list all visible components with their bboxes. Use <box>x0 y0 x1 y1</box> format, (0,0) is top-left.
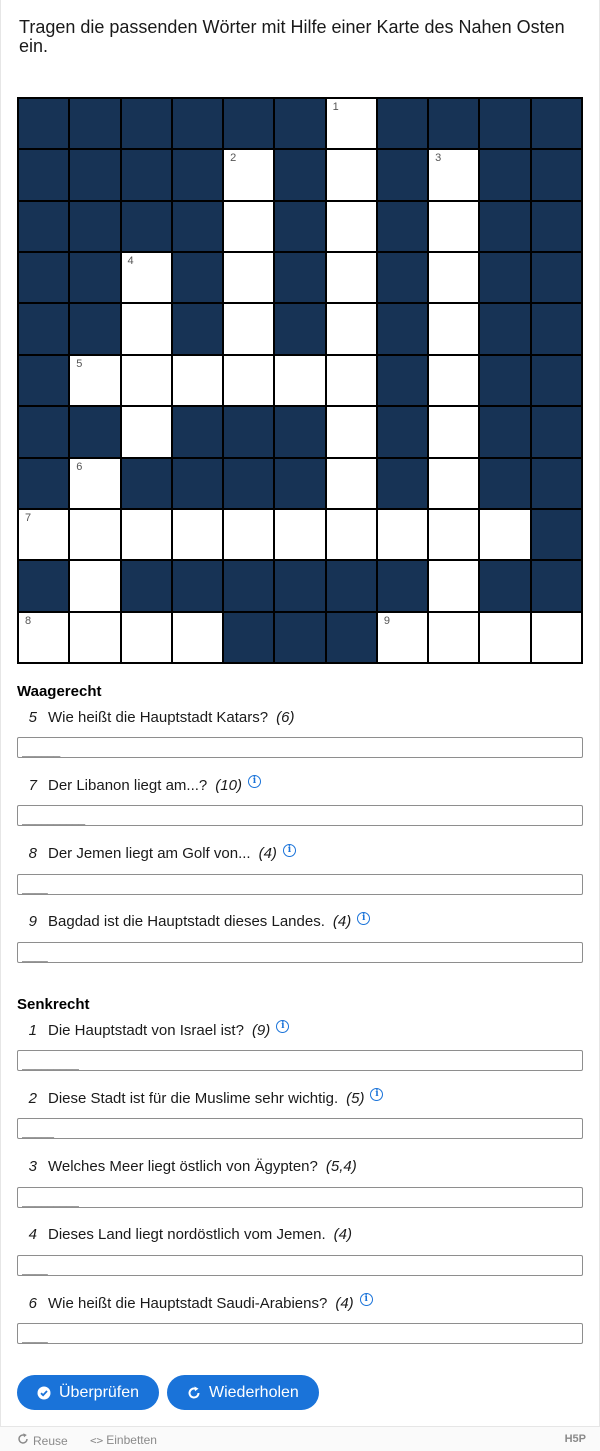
clue-text: Der Jemen liegt am Golf von... <box>48 845 251 863</box>
grid-cell-blocked <box>18 355 69 406</box>
grid-cell-blocked <box>69 406 120 457</box>
grid-cell-blocked <box>479 458 530 509</box>
grid-cell-blocked <box>531 303 582 354</box>
grid-cell-blocked <box>326 560 377 611</box>
grid-cell-blocked <box>531 149 582 200</box>
grid-cell[interactable] <box>479 509 530 560</box>
clue-across-9 <box>17 912 583 963</box>
grid-cell[interactable] <box>428 303 479 354</box>
grid-cell-blocked <box>172 303 223 354</box>
grid-cell[interactable] <box>326 98 377 149</box>
grid-cell[interactable] <box>428 458 479 509</box>
grid-cell-blocked <box>172 406 223 457</box>
grid-cell-blocked <box>377 406 428 457</box>
grid-cell-blocked <box>274 98 325 149</box>
h5p-footer <box>0 1426 600 1451</box>
grid-cell[interactable] <box>223 201 274 252</box>
grid-cell-blocked <box>479 98 530 149</box>
retry-button[interactable] <box>167 1375 319 1410</box>
clue-text: Diese Stadt ist für die Muslime sehr wichtig. <box>48 1089 339 1107</box>
grid-cell-blocked <box>377 149 428 200</box>
clue-answer-input[interactable]: ____ <box>17 942 583 963</box>
grid-cell[interactable] <box>121 509 172 560</box>
grid-cell-blocked <box>172 458 223 509</box>
clue-header <box>17 1020 583 1040</box>
clue-number: 8 <box>25 614 32 627</box>
grid-cell-blocked <box>274 612 325 663</box>
grid-cell[interactable] <box>223 303 274 354</box>
grid-cell-blocked <box>479 560 530 611</box>
clue-answer-input[interactable]: ____ <box>17 1255 583 1276</box>
grid-cell-blocked <box>69 201 120 252</box>
clue-length: (5,4) <box>325 1158 357 1176</box>
grid-cell[interactable] <box>274 355 325 406</box>
clue-down-2 <box>17 1088 583 1139</box>
grid-cell[interactable] <box>428 509 479 560</box>
grid-cell-blocked <box>531 355 582 406</box>
grid-cell[interactable] <box>428 355 479 406</box>
clue-length: (4) <box>335 1294 354 1312</box>
clue-number: 3 <box>435 152 442 165</box>
grid-cell-blocked <box>479 201 530 252</box>
clue-across-7 <box>17 775 583 826</box>
clue-length: (5) <box>346 1089 365 1107</box>
clue-index: 5 <box>28 708 37 726</box>
grid-cell[interactable] <box>428 149 479 200</box>
grid-cell[interactable] <box>223 252 274 303</box>
clue-number: 5 <box>76 357 83 370</box>
grid-cell-blocked <box>18 252 69 303</box>
grid-cell[interactable] <box>428 406 479 457</box>
grid-cell[interactable] <box>326 252 377 303</box>
grid-cell[interactable] <box>223 149 274 200</box>
grid-cell-blocked <box>172 201 223 252</box>
grid-cell[interactable] <box>428 612 479 663</box>
grid-cell[interactable] <box>121 406 172 457</box>
grid-cell[interactable] <box>223 509 274 560</box>
grid-cell[interactable] <box>479 612 530 663</box>
info-icon[interactable]: i <box>276 1020 289 1033</box>
grid-cell[interactable] <box>172 355 223 406</box>
section-title-down: Senkrecht <box>17 996 90 1013</box>
grid-cell-blocked <box>531 509 582 560</box>
check-button[interactable] <box>17 1375 159 1410</box>
grid-cell-blocked <box>121 201 172 252</box>
grid-cell-blocked <box>223 560 274 611</box>
grid-cell-blocked <box>274 149 325 200</box>
grid-cell[interactable] <box>326 406 377 457</box>
grid-cell[interactable] <box>326 509 377 560</box>
grid-cell-blocked <box>172 149 223 200</box>
grid-cell-blocked <box>69 303 120 354</box>
grid-cell[interactable] <box>172 612 223 663</box>
grid-cell-blocked <box>69 149 120 200</box>
clue-index: 4 <box>28 1226 37 1244</box>
grid-cell[interactable] <box>121 355 172 406</box>
clue-down-1 <box>17 1020 583 1071</box>
grid-cell[interactable] <box>377 509 428 560</box>
grid-cell-blocked <box>377 560 428 611</box>
clue-text: Der Libanon liegt am...? <box>48 776 208 794</box>
clue-length: (4) <box>332 913 352 931</box>
clue-number: 4 <box>127 255 134 268</box>
grid-cell[interactable] <box>326 149 377 200</box>
clue-number: 2 <box>230 152 237 165</box>
clue-text: Die Hauptstadt von Israel ist? <box>48 1021 244 1039</box>
crossword-grid <box>17 97 583 664</box>
grid-cell[interactable] <box>18 509 69 560</box>
grid-cell-blocked <box>223 458 274 509</box>
clue-index: 8 <box>28 845 37 863</box>
clue-index: 2 <box>28 1089 37 1107</box>
info-icon[interactable]: i <box>357 912 370 925</box>
grid-cell-blocked <box>479 252 530 303</box>
retry-button-label: Wiederholen <box>209 1383 299 1401</box>
grid-cell-blocked <box>531 98 582 149</box>
clue-header <box>17 775 583 795</box>
clue-answer-input[interactable]: ____ <box>17 1323 583 1344</box>
clue-length: (4) <box>333 1226 352 1244</box>
clue-header <box>17 707 583 727</box>
clue-length: (10) <box>215 776 242 794</box>
grid-cell-blocked <box>377 303 428 354</box>
grid-cell-blocked <box>18 560 69 611</box>
grid-cell[interactable] <box>69 355 120 406</box>
grid-cell[interactable] <box>69 612 120 663</box>
grid-cell-blocked <box>172 98 223 149</box>
grid-cell[interactable] <box>428 252 479 303</box>
clue-down-6 <box>17 1293 583 1344</box>
clue-across-5 <box>17 707 583 758</box>
grid-cell-blocked <box>274 303 325 354</box>
grid-cell-blocked <box>531 560 582 611</box>
clue-number: 9 <box>383 614 391 627</box>
grid-cell[interactable] <box>326 355 377 406</box>
clue-text: Wie heißt die Hauptstadt Saudi-Arabiens? <box>48 1294 328 1312</box>
grid-cell-blocked <box>18 201 69 252</box>
clue-answer-input[interactable]: ______ <box>17 737 583 758</box>
grid-cell-blocked <box>274 458 325 509</box>
grid-cell-blocked <box>121 149 172 200</box>
grid-cell-blocked <box>274 560 325 611</box>
embed-link[interactable] <box>90 1433 157 1447</box>
grid-cell[interactable] <box>121 612 172 663</box>
grid-cell[interactable] <box>531 612 582 663</box>
clue-length: (6) <box>276 708 295 726</box>
info-icon[interactable]: i <box>370 1088 383 1101</box>
grid-cell-blocked <box>172 560 223 611</box>
grid-cell-blocked <box>223 98 274 149</box>
grid-cell[interactable] <box>69 509 120 560</box>
clue-down-3 <box>17 1157 583 1208</box>
clue-number: 6 <box>76 460 83 473</box>
clue-text: Bagdad ist die Hauptstadt dieses Landes. <box>48 913 325 931</box>
info-icon[interactable]: i <box>283 844 296 857</box>
clue-index: 6 <box>28 1294 37 1312</box>
clue-header <box>17 1293 583 1313</box>
reuse-icon <box>17 1433 29 1448</box>
check-button-label: Überprüfen <box>59 1383 140 1401</box>
grid-cell-blocked <box>18 149 69 200</box>
grid-cell[interactable] <box>428 201 479 252</box>
grid-cell-blocked <box>531 201 582 252</box>
grid-cell-blocked <box>326 612 377 663</box>
reuse-label: Reuse <box>33 1433 68 1448</box>
clue-across-8 <box>17 844 583 895</box>
grid-cell-blocked <box>479 149 530 200</box>
clue-length: (9) <box>251 1021 271 1039</box>
grid-cell-blocked <box>274 406 325 457</box>
code-icon: <> <box>90 1433 104 1447</box>
clue-number: 7 <box>25 511 32 524</box>
clue-answer-input[interactable]: _____ <box>17 1118 583 1139</box>
grid-cell[interactable] <box>428 560 479 611</box>
clue-answer-input[interactable]: _________ <box>17 1050 583 1071</box>
grid-cell[interactable] <box>377 612 428 663</box>
clue-answer-input[interactable]: _________ <box>17 1187 583 1208</box>
grid-cell-blocked <box>69 98 120 149</box>
clue-header <box>17 1088 583 1108</box>
grid-cell[interactable] <box>274 509 325 560</box>
grid-cell-blocked <box>377 252 428 303</box>
grid-cell-blocked <box>223 612 274 663</box>
h5p-logo: H5P <box>564 1433 586 1445</box>
grid-cell[interactable] <box>121 252 172 303</box>
clue-text: Wie heißt die Hauptstadt Katars? <box>48 708 269 726</box>
check-circle-icon <box>37 1386 51 1400</box>
clue-header <box>17 1157 583 1177</box>
grid-cell-blocked <box>531 252 582 303</box>
reuse-link[interactable] <box>17 1433 68 1448</box>
grid-cell[interactable] <box>121 303 172 354</box>
task-description: Tragen die passenden Wörter mit Hilfe einer Karte des Nahen Osten ein. <box>19 17 565 56</box>
clue-header <box>17 1225 583 1245</box>
grid-cell-blocked <box>479 303 530 354</box>
grid-cell-blocked <box>223 406 274 457</box>
clue-down-4 <box>17 1225 583 1276</box>
grid-cell-blocked <box>18 303 69 354</box>
grid-cell-blocked <box>479 406 530 457</box>
grid-cell[interactable] <box>18 612 69 663</box>
grid-cell-blocked <box>18 98 69 149</box>
clue-index: 9 <box>28 913 37 931</box>
grid-cell-blocked <box>531 406 582 457</box>
grid-cell-blocked <box>274 252 325 303</box>
grid-cell-blocked <box>69 252 120 303</box>
grid-cell[interactable] <box>223 355 274 406</box>
grid-cell-blocked <box>377 201 428 252</box>
grid-cell-blocked <box>18 406 69 457</box>
info-icon[interactable]: i <box>360 1293 373 1306</box>
clue-index: 7 <box>28 776 37 794</box>
grid-cell-blocked <box>121 458 172 509</box>
info-icon[interactable]: i <box>248 775 261 788</box>
clue-text: Dieses Land liegt nordöstlich vom Jemen. <box>48 1226 326 1244</box>
embed-label: Einbetten <box>106 1433 157 1447</box>
clue-header <box>17 912 583 932</box>
grid-cell-blocked <box>121 98 172 149</box>
clue-length: (4) <box>258 845 277 863</box>
grid-cell-blocked <box>377 458 428 509</box>
clue-text: Welches Meer liegt östlich von Ägypten? <box>48 1158 318 1176</box>
retry-icon <box>187 1386 201 1400</box>
grid-cell-blocked <box>121 560 172 611</box>
clue-answer-input[interactable]: __________ <box>17 805 583 826</box>
grid-cell-blocked <box>428 98 479 149</box>
grid-cell[interactable] <box>326 303 377 354</box>
grid-cell[interactable] <box>69 458 120 509</box>
clue-index: 3 <box>28 1158 37 1176</box>
clue-number: 1 <box>332 101 339 113</box>
grid-cell-blocked <box>377 355 428 406</box>
clue-index: 1 <box>28 1021 37 1039</box>
clue-header <box>17 844 583 864</box>
grid-cell-blocked <box>531 458 582 509</box>
grid-cell-blocked <box>274 201 325 252</box>
grid-cell[interactable] <box>172 509 223 560</box>
grid-cell[interactable] <box>69 560 120 611</box>
clue-answer-input[interactable]: ____ <box>17 874 583 895</box>
grid-cell[interactable] <box>326 458 377 509</box>
grid-cell-blocked <box>172 252 223 303</box>
grid-cell-blocked <box>479 355 530 406</box>
grid-cell[interactable] <box>326 201 377 252</box>
section-title-across: Waagerecht <box>17 683 102 700</box>
grid-cell-blocked <box>377 98 428 149</box>
grid-cell-blocked <box>18 458 69 509</box>
